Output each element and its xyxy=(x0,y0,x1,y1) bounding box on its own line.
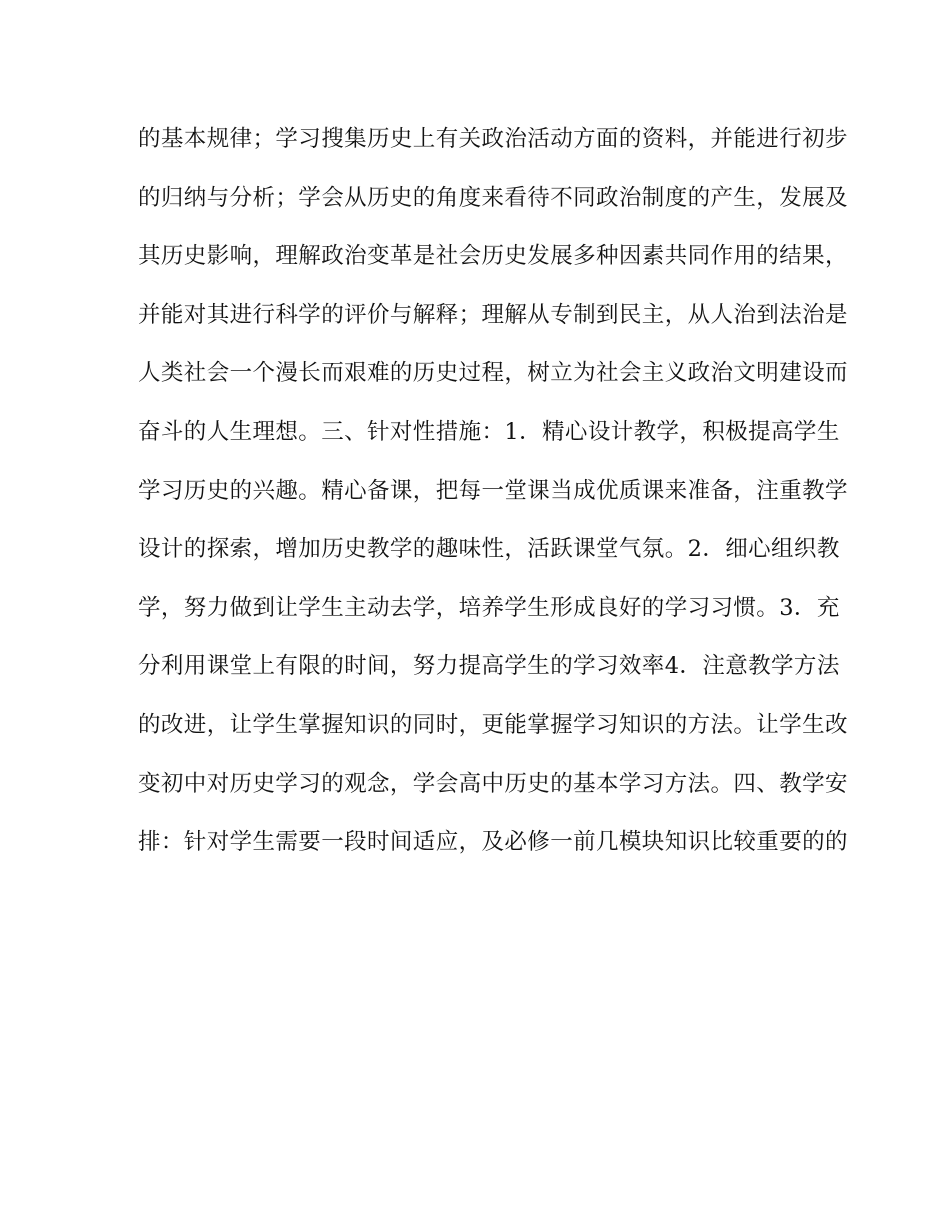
text-line: 分利用课堂上有限的时间，努力提高学生的学习效率4．注意教学方法 xyxy=(138,653,840,680)
text-line: 学，努力做到让学生主动去学，培养学生形成良好的学习习惯。3．充 xyxy=(138,594,840,621)
text-line: 的基本规律；学习搜集历史上有关政治活动方面的资料，并能进行初步 xyxy=(138,126,848,152)
text-line: 奋斗的人生理想。三、针对性措施：1．精心设计教学，积极提高学生 xyxy=(138,418,840,445)
text-line: 学习历史的兴趣。精心备课，把每一堂课当成优质课来准备，注重教学 xyxy=(138,477,848,504)
text-line: 其历史影响，理解政治变革是社会历史发展多种因素共同作用的结果， xyxy=(138,243,848,270)
body-paragraph xyxy=(138,116,848,878)
text-line: 设计的探索，增加历史教学的趣味性，活跃课堂气氛。2．细心组织教 xyxy=(138,536,840,563)
text-line: 人类社会一个漫长而艰难的历史过程，树立为社会主义政治文明建设而 xyxy=(138,360,848,387)
text-line: 的改进，让学生掌握知识的同时，更能掌握学习知识的方法。让学生改 xyxy=(138,711,848,738)
text-line: 排：针对学生需要一段时间适应，及必修一前几模块知识比较重要的的 xyxy=(138,829,848,856)
text-line: 并能对其进行科学的评价与解释；理解从专制到民主，从人治到法治是 xyxy=(138,301,848,328)
text-line: 变初中对历史学习的观念，学会高中历史的基本学习方法。四、教学安 xyxy=(138,770,848,797)
text-line: 的归纳与分析；学会从历史的角度来看待不同政治制度的产生，发展及 xyxy=(138,184,848,211)
